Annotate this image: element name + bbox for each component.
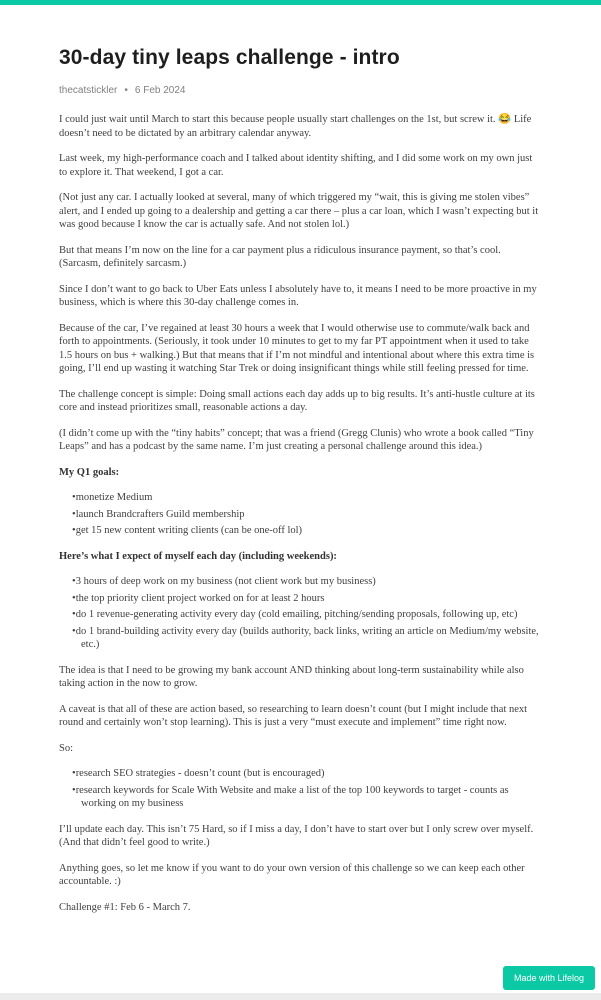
- paragraph: So:: [59, 742, 74, 754]
- list-item: • the top priority client project worked on for at least 2 hours: [72, 592, 542, 606]
- list-item: • research SEO strategies - doesn’t count (but is encouraged): [72, 767, 542, 781]
- article-container: [59, 5, 542, 914]
- paragraph: Since I don’t want to go back to Uber Eats unless I absolutely have to, it means I need to be more proactive in my business, which is where this 30-day challenge comes in.: [59, 283, 537, 308]
- bullet-list: [59, 575, 542, 652]
- list-item: • monetize Medium: [72, 491, 542, 505]
- footer-strip: [0, 993, 601, 1000]
- paragraph: Last week, my high-performance coach and I talked about identity shifting, and I did some work on my own just to explore it. That weekend, I got a car.: [59, 153, 533, 178]
- list-item: • launch Brandcrafters Guild membership: [72, 508, 542, 522]
- paragraph: The idea is that I need to be growing my bank account AND thinking about long-term sustainability while also taking action in the now to grow.: [59, 664, 524, 689]
- paragraph: (Not just any car. I actually looked at several, many of which triggered my “wait, this is giving me stolen vibes” alert, and I ended up going to a dealership and getting a car there – plus a car loan, which I wasn’t expecting but it was good because I know the car is actually safe. And not stolen lol.): [59, 192, 539, 230]
- page-title: 30-day tiny leaps challenge - intro: [59, 46, 400, 69]
- bullet-list: [59, 767, 542, 811]
- list-item: • get 15 new content writing clients (can be one-off lol): [72, 524, 542, 538]
- paragraph: I could just wait until March to start this because people usually start challenges on the 1st, but screw it. 😂 Life doesn’t need to be dictated by an arbitrary calendar anyway.: [59, 114, 532, 139]
- byline-dot-separator: •: [124, 85, 128, 96]
- paragraph: The challenge concept is simple: Doing small actions each day adds up to big results. It’s anti-hustle culture at its core and instead prioritizes small, reasonable actions a day.: [59, 388, 535, 413]
- bullet-list: [59, 491, 542, 538]
- paragraph: I’ll update each day. This isn’t 75 Hard, so if I miss a day, I don’t have to start over but I only screw over myself. (And that didn’t feel good to write.): [59, 823, 534, 848]
- publish-date: 6 Feb 2024: [134, 85, 186, 96]
- section-heading: Here’s what I expect of myself each day (including weekends):: [59, 550, 337, 562]
- paragraph: Anything goes, so let me know if you want to do your own version of this challenge so we can keep each other accountable. :): [59, 862, 525, 887]
- list-item: • research keywords for Scale With Website and make a list of the top 100 keywords to target - counts as working on my business: [72, 784, 542, 811]
- list-item: • 3 hours of deep work on my business (not client work but my business): [72, 575, 542, 589]
- author-name: thecatstickler: [59, 85, 118, 96]
- paragraph: But that means I’m now on the line for a car payment plus a ridiculous insurance payment, so that’s cool. (Sarcasm, definitely sarcasm.): [59, 244, 501, 269]
- paragraph: A caveat is that all of these are action based, so researching to learn doesn’t count (but I might include that next round and certainly won’t stop learning). This is just a very “must execute and implement” time right now.: [59, 703, 528, 728]
- byline: [59, 85, 542, 96]
- list-item: • do 1 brand-building activity every day (builds authority, back links, writing an article on Medium/my website, etc.): [72, 625, 542, 652]
- made-with-lifelog-button[interactable]: Made with Lifelog: [503, 966, 595, 990]
- section-heading: My Q1 goals:: [59, 466, 120, 478]
- paragraph: Challenge #1: Feb 6 - March 7.: [59, 901, 191, 913]
- paragraph: (I didn’t come up with the “tiny habits” concept; that was a friend (Gregg Clunis) who wrote a book called “Tiny Leaps” and has a podcast by the same name. I’m just creating a personal challenge around this idea.): [59, 427, 534, 452]
- list-item: • do 1 revenue-generating activity every day (cold emailing, pitching/sending proposals, following up, etc): [72, 608, 542, 622]
- article-body: [59, 113, 542, 914]
- paragraph: Because of the car, I’ve regained at least 30 hours a week that I would otherwise use to commute/walk back and forth to appointments. (Seriously, it took under 10 minutes to get to my far PT appointment when it used to take 1.5 hours on bus + walking.) But that means that if I’m not mindful and intentional about where this extra time is going, I’ll end up wasting it watching Star Trek or doing insignificant things while still feeling pressed for time.: [59, 322, 535, 374]
